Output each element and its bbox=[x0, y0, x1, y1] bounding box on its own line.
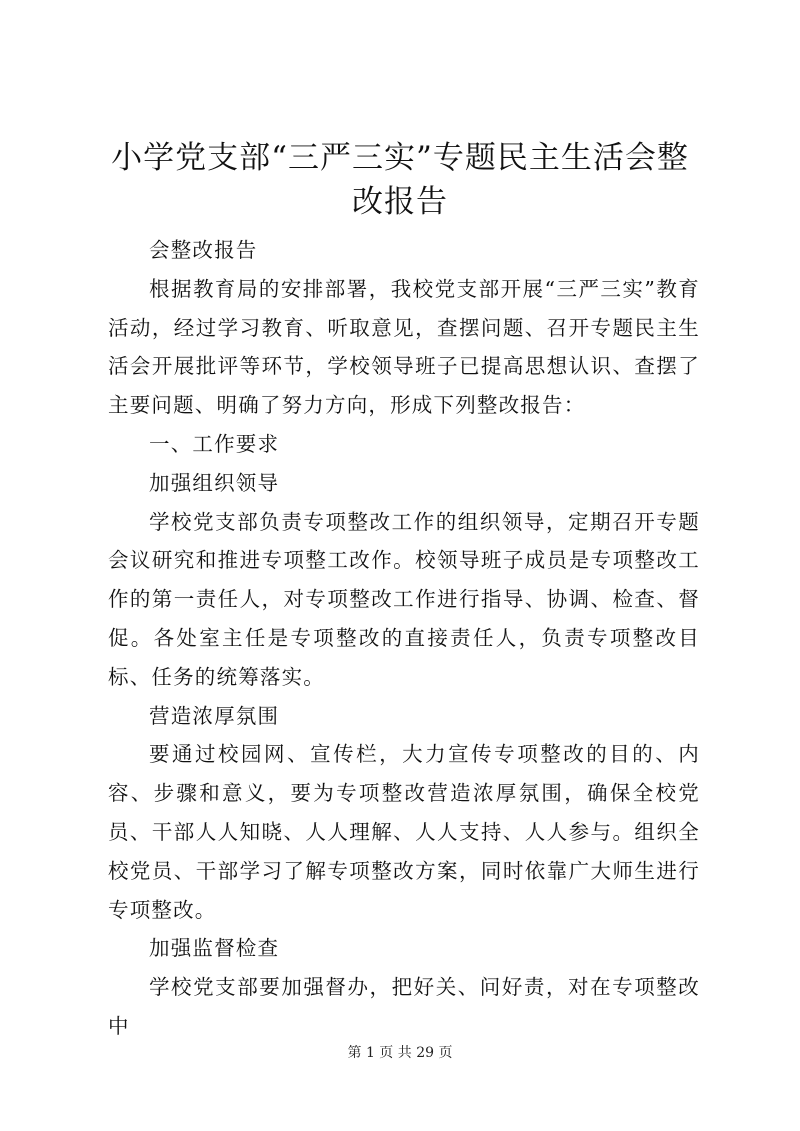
document-title: 小学党支部“三严三实”专题民主生活会整改报告 bbox=[111, 140, 689, 220]
paragraph-intro: 根据教育局的安排部署，我校党支部开展“三严三实”教育活动，经过学习教育、听取意见，查摆问题、召开专题民主生活会开展批评等环节，学校领导班子已提高思想认识、查摆了主要问题、明确了努力方向，形成下列整改报告： bbox=[108, 276, 700, 418]
section-heading-work-requirements: 一、工作要求 bbox=[149, 431, 280, 456]
paragraph-leadership: 学校党支部负责专项整改工作的组织领导，定期召开专题会议研究和推进专项整工改作。校领导班子成员是专项整改工作的第一责任人，对专项整改工作进行指导、协调、检查、督促。各处室主任是专项整改的直接责任人，负责专项整改目标、任务的统筹落实。 bbox=[108, 509, 700, 689]
paragraph-atmosphere: 要通过校园网、宣传栏，大力宣传专项整改的目的、内容、步骤和意义，要为专项整改营造浓厚氛围，确保全校党员、干部人人知晓、人人理解、人人支持、人人参与。组织全校党员、干部学习了解专项整改方案，同时依靠广大师生进行专项整改。 bbox=[108, 742, 700, 922]
page-footer: 第 1 页 共 29 页 bbox=[347, 1045, 453, 1061]
paragraph-supervision: 学校党支部要加强督办，把好关、问好责，对在专项整改中 bbox=[108, 975, 700, 1038]
subheading-create-atmosphere: 营造浓厚氛围 bbox=[149, 703, 280, 728]
paragraph-subtitle: 会整改报告 bbox=[149, 238, 258, 262]
subheading-strengthen-leadership: 加强组织领导 bbox=[149, 470, 280, 495]
subheading-supervision: 加强监督检查 bbox=[149, 936, 280, 961]
document-body bbox=[108, 231, 700, 1046]
